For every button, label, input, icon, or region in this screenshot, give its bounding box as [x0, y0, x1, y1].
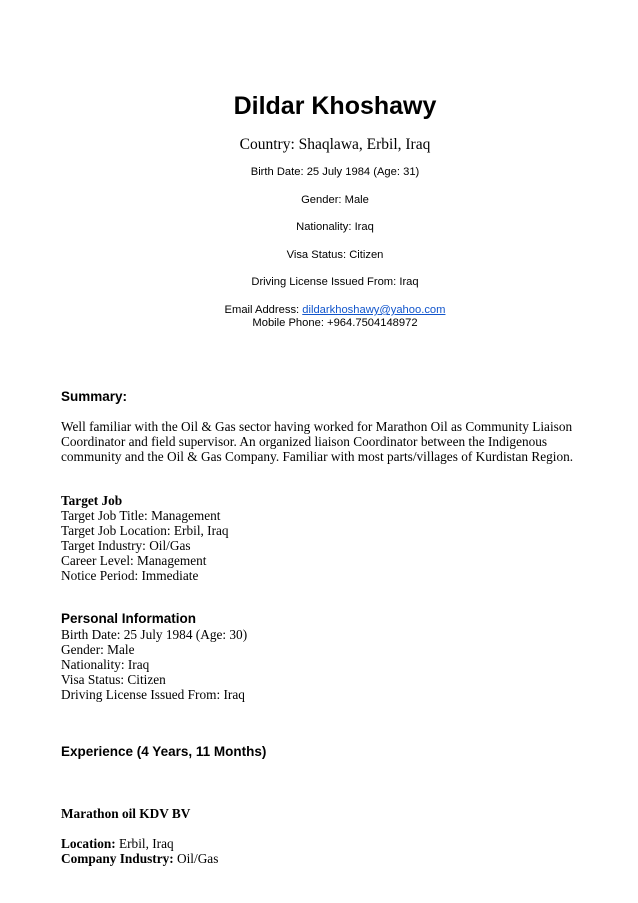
personal-info-heading: Personal Information: [61, 611, 197, 626]
personal-gender: Gender: Male: [61, 642, 135, 657]
email-label: Email Address:: [224, 304, 303, 316]
target-industry: Target Industry: Oil/Gas: [61, 538, 191, 553]
header-gender: Gender: Male: [301, 194, 369, 206]
candidate-name: Dildar Khoshawy: [233, 92, 437, 120]
company-location: [61, 836, 218, 851]
header-birth-date: Birth Date: 25 July 1984 (Age: 31): [250, 166, 420, 178]
company-details: [61, 836, 218, 866]
experience-heading: Experience (4 Years, 11 Months): [61, 744, 267, 759]
email-link[interactable]: dildarkhoshawy@yahoo.com: [302, 304, 446, 316]
target-job-heading: Target Job: [61, 493, 123, 508]
target-job-title: Target Job Title: Management: [61, 508, 221, 523]
header-driving-license: Driving License Issued From: Iraq: [251, 276, 419, 288]
email-line: [0, 304, 638, 316]
personal-info-section: [61, 627, 247, 702]
header-visa-status: Visa Status: Citizen: [286, 249, 384, 261]
company-name: Marathon oil KDV BV: [61, 806, 191, 821]
summary-text: Well familiar with the Oil & Gas sector having worked for Marathon Oil as Community Liaison Coordinator and field supervisor. An organized liaison Coordinator between the Indigenous community and the Oil & Gas Company. Familiar with most parts/villages of Kurdistan Region.: [61, 419, 574, 464]
location-label: Location:: [61, 836, 116, 851]
company-industry: [61, 851, 218, 866]
personal-nationality: Nationality: Iraq: [61, 657, 150, 672]
mobile-phone: Mobile Phone: +964.7504148972: [252, 317, 418, 329]
header-nationality: Nationality: Iraq: [296, 221, 374, 233]
personal-birth-date: Birth Date: 25 July 1984 (Age: 30): [61, 627, 248, 642]
target-job-location: Target Job Location: Erbil, Iraq: [61, 523, 229, 538]
industry-label: Company Industry:: [61, 851, 174, 866]
personal-driving-license: Driving License Issued From: Iraq: [61, 687, 245, 702]
target-job-section: [61, 493, 229, 583]
industry-value: Oil/Gas: [173, 851, 219, 866]
location-value: Erbil, Iraq: [115, 836, 174, 851]
personal-visa-status: Visa Status: Citizen: [61, 672, 166, 687]
summary-heading: Summary:: [61, 389, 128, 404]
country-line: Country: Shaqlawa, Erbil, Iraq: [239, 136, 431, 153]
career-level: Career Level: Management: [61, 553, 207, 568]
notice-period: Notice Period: Immediate: [61, 568, 199, 583]
